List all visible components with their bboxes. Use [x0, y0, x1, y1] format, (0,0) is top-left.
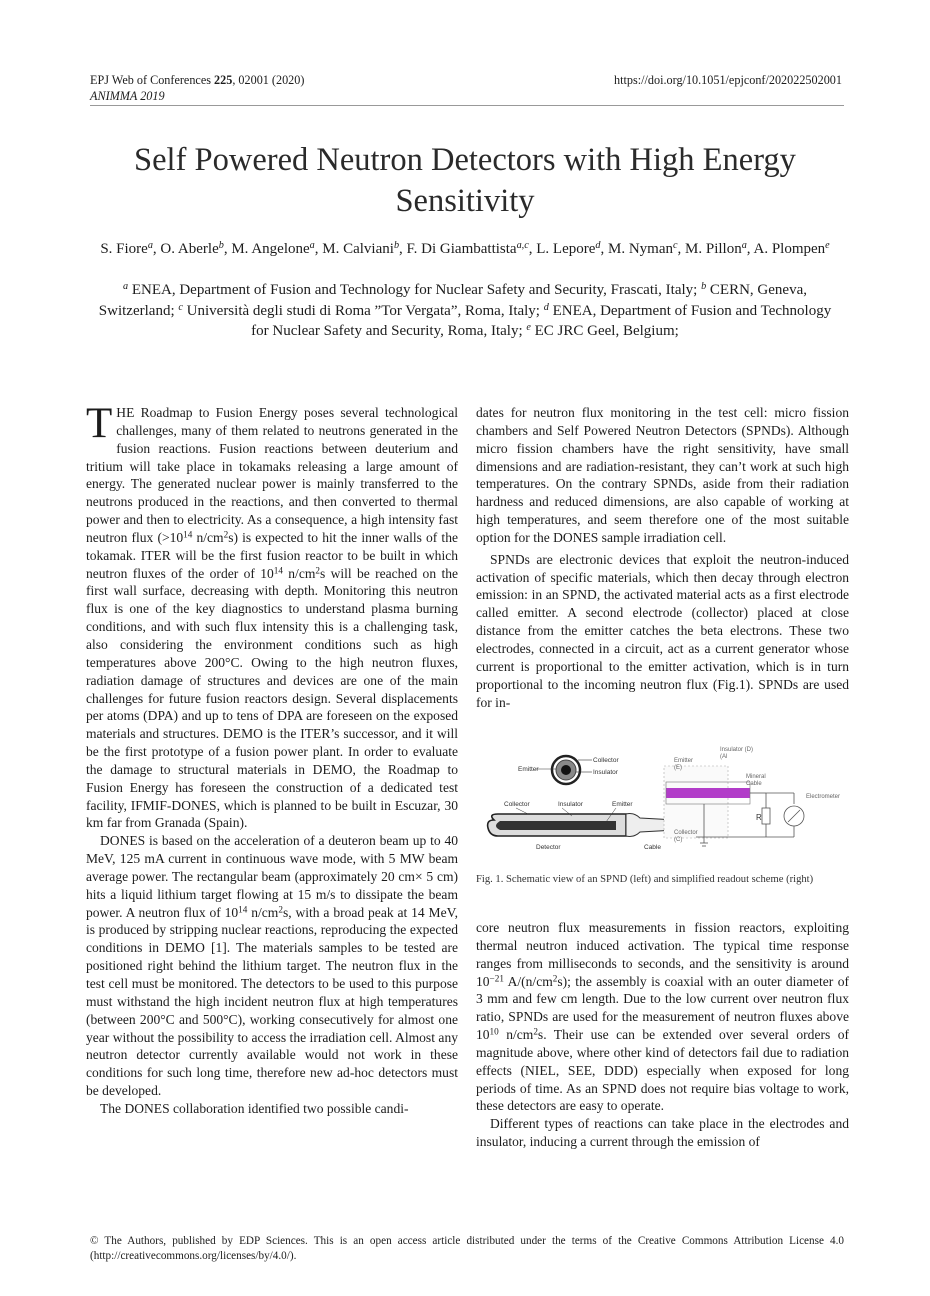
author-name: L. Lepore$^d$ [536, 240, 601, 257]
affiliation-text: ENEA, Department of Fusion and Technology for Nuclear Safety and Security, Frascati, Italy; [128, 282, 702, 298]
author-name: O. Aberle$^b$ [160, 240, 224, 257]
figure-spnd-schematic [476, 742, 851, 862]
spnd-longitudinal-view [488, 801, 676, 851]
affiliation-text: Università degli studi di Roma ”Tor Vergata”, Roma, Italy; [182, 302, 544, 319]
label-collector-r: Collector [674, 830, 698, 836]
author-name: A. Plompen$^e$ [753, 240, 830, 257]
collaboration-paragraph: The DONES collaboration identified two possible candi- [100, 1100, 409, 1116]
label-cable: Cable [644, 844, 661, 851]
label-insulator: Insulator [593, 769, 618, 776]
author-list: S. Fiore$^a$, O. Aberle$^b$, M. Angelone$^a$, M. Calviani$^b$, F. Di Giambattista$^{a,c}$, L. Lepore$^d$, M. Nyman$^c$, M. Pillon$^a$, A. Plompen$^e$ [100, 240, 830, 257]
intro-paragraph: THE Roadmap to Fusion Energy poses several technological challenges, many of them related to neutrons generated in the fusion reactions. Fusion reactions between deuterium and tritium will take place in tokamaks releasing a large amount of energy. The generated nuclear power is mainly transferred to the neutrons produced in the reactions, and then converted to thermal power and then to electricity. As a consequence, a high intensity fast neutron flux ($>10^{14}$ $n/cm^2s$) is expected to hit the inner walls of the tokamak. ITER will be the first fusion reactor to be built in which neutron fluxes of the order of $10^{14}$ $n/cm^2s$ will be reached on the first wall surface, decreasing with depth. Monitoring this neutron flux is one of the key diagnostics to understand plasma burning conditions, and with such flux intensity this is a challenging task, also considering the environment conditions such as high temperatures above 200°C. Owing to the high neutron fluxes, radiation damage of structures and devices are one of the main challenges for future fusion reactors design. Several displacements per atoms (DPA) and up to tens of DPA are foreseen on the exposed materials and structures. DEMO is the ITER’s successor, and it will be the first prototype of a fusion power plant. In order to evaluate the damage to structural materials in DEMO, the Roadmap to Fusion Energy has foreseen the construction of a dedicated test facility, IFMIF-DONES, which is planned to be built in Escuzar, 30 km far from Granada (Spain). [86, 400, 458, 831]
candidates-paragraph: dates for neutron flux monitoring in the test cell: micro fission chambers and Self Powered Neutron Detectors (SPNDs). Although micro fission chambers have the right sensitivity, have small dimensions and are radiation-resistant, they can’t work at such high temperatures. On the contrary SPNDs, aside from their radiation hardness and reduced dimensions, are also capable of working at high temperatures, and seem therefore one of the most suitable option for the DONES sample irradiation cell. [476, 405, 849, 545]
label-resistor: R [756, 813, 762, 822]
label-detector: Detector [536, 844, 561, 851]
conference-name: ANIMMA 2019 [90, 89, 165, 103]
label-emitter: Emitter [518, 766, 539, 773]
author-name: M. Pillon$^a$ [685, 240, 747, 257]
label-collector-long: Collector [504, 801, 530, 808]
spnd-cross-section [518, 756, 619, 784]
fission-paragraph: core neutron flux measurements in fission reactors, exploiting thermal neutron induced activation. The typical time response ranges from milliseconds to seconds, and the sensitivity is around $10^{-21}$ $A/(n/cm^2s)$; the assembly is coaxial with an outer diameter of 3 mm and few cm length. Due to the low current over neutron flux ratio, SPNDs are used for the measurement of neutron fluxes above $10^{10}$ $n/cm^2s$. Their use can be extended over several orders of magnitude above, where other kind of detectors fail due to radiation effects (NIEL, SEE, DDD) especially when exposed for long periods of time. As an SPND does not require bias voltage to work, these detectors are easy to operate. [476, 920, 849, 1114]
left-column [86, 400, 459, 1118]
readout-scheme [664, 747, 840, 846]
right-column-bottom [476, 919, 849, 1151]
author-name: M. Calviani$^b$ [322, 240, 400, 257]
label-emitter-long: Emitter [612, 801, 633, 808]
dones-paragraph: DONES is based on the acceleration of a deuteron beam up to 40 MeV, 125 mA current in continuous wave mode, with 5 MW beam average power. The rectangular beam (approximately 20 cm× 5 cm) hits a liquid lithium target flowing at 15 m/s to dissipate the beam power. A neutron flux of $10^{14}$ $n/cm^2s$, with a broad peak at 14 MeV, is produced by stripping nuclear reactions, reproducing the expected conditions in DEMO [1]. The materials samples to be tested are positioned right behind the lithium target. The neutron flux in the test cell must be monitored. The detectors to be used to this purpose must withstand the high incident neutron flux at high temperatures (between 200°C and 500°C), working consecutively for almost one year without the possibility to access the irradiation cell. Almost any neutron detector currently available would not work in these conditions for such long time, therefore new ad-hoc detectors must be developed. [86, 833, 459, 1099]
journal-citation: EPJ Web of Conferences 225, 02001 (2020) [90, 73, 305, 87]
right-column-top [476, 404, 849, 711]
running-header-left [90, 72, 304, 104]
license-footer: © The Authors, published by EDP Sciences. This is an open access article distributed under the terms of the Creative Commons Attribution License 4.0 (http://creativecommons.org/licenses/by/4.0/). [90, 1235, 844, 1262]
author-name: M. Nyman$^c$ [607, 240, 678, 257]
drop-cap: T [86, 400, 113, 447]
affiliation-text: EC JRC Geel, Belgium; [530, 323, 679, 339]
affiliation-text: CERN, Geneva, Switzerland; [98, 282, 807, 319]
affiliation-list: $^a$ ENEA, Department of Fusion and Technology for Nuclear Safety and Security, Frascati, Italy; $^b$ CERN, Geneva, Switzerland; $^c$ Università degli studi di Roma ”Tor Vergata”, Roma, Italy; $^d$ ENEA, Department of Fusion and Technology for Nuclear Safety and Security, Roma, Italy; $^e$ EC JRC Geel, Belgium; [98, 281, 832, 339]
label-electrometer: Electrometer [806, 794, 841, 800]
svg-text:(Al: (Al [720, 754, 728, 760]
svg-text:Cable: Cable [746, 781, 762, 787]
label-emitter-r: Emitter [674, 758, 694, 764]
label-insulator-long: Insulator [558, 801, 583, 808]
reactions-paragraph: Different types of reactions can take place in the electrodes and insulator, inducing a current through the emission of [476, 1116, 849, 1150]
author-name: M. Angelone$^a$ [231, 240, 315, 257]
affiliation-text: ENEA, Department of Fusion and Technology for Nuclear Safety and Security, Roma, Italy; [251, 302, 832, 339]
author-name: S. Fiore$^a$ [100, 240, 153, 257]
label-collector: Collector [593, 757, 619, 764]
label-insulator-d: Insulator (D) [720, 747, 754, 753]
paper-title: Self Powered Neutron Detectors with High Energy Sensitivity [134, 142, 796, 219]
svg-text:(C): (C) [674, 837, 683, 843]
figure-caption: Fig. 1. Schematic view of an SPND (left) and simplified readout scheme (right) [476, 874, 814, 885]
svg-text:(E): (E) [674, 765, 682, 771]
spnd-paragraph: SPNDs are electronic devices that exploit the neutron-induced activation of specific materials, which then decay through electron emission: in an SPND, the activated material acts as a first electrode called emitter. A second electrode (collector) placed at close distance from the emitter catches the beta electrons. These two electrodes, connected in a circuit, act as a current generator whose current is proportional to the emitter activation, which is in turn proportional to the incoming neutron flux (Fig.1). SPNDs are used for in- [476, 551, 849, 710]
header-rule [90, 105, 844, 106]
author-name: F. Di Giambattista$^{a,c}$ [406, 240, 529, 257]
doi-link[interactable]: https://doi.org/10.1051/epjconf/202022502001 [614, 73, 842, 87]
label-mineral-cable: Mineral [746, 774, 766, 780]
